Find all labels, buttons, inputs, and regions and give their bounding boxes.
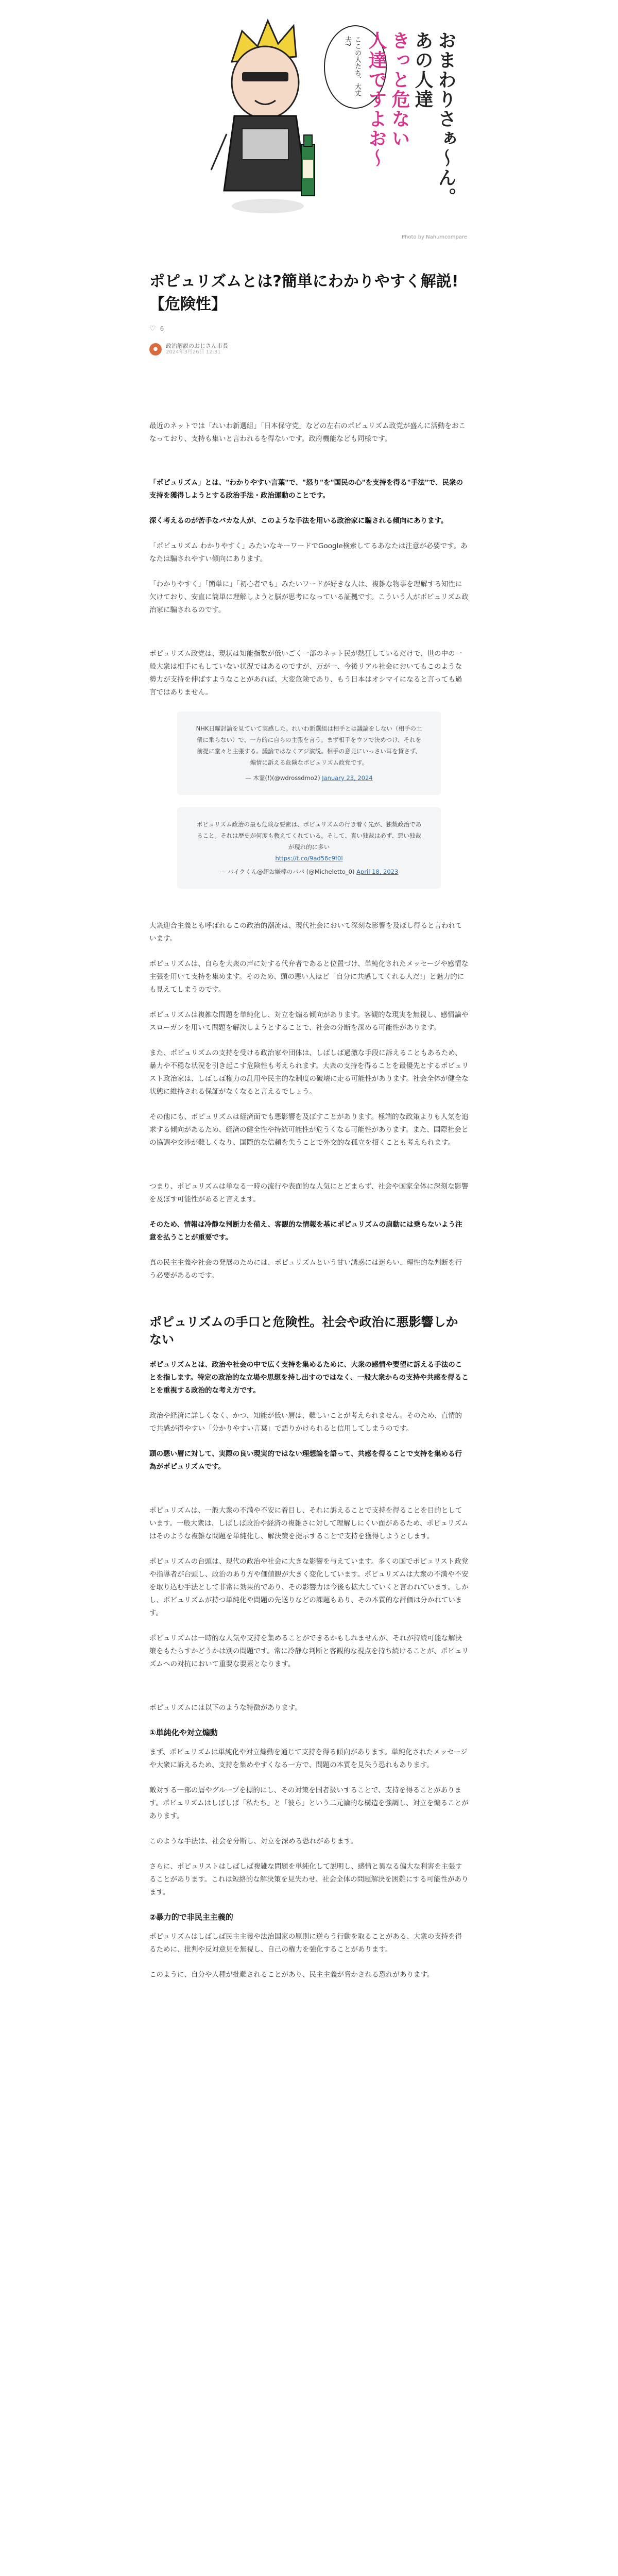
embedded-tweet-2 bbox=[177, 807, 441, 889]
paragraph: 「ポピュリズム」とは、"わかりやすい言葉"で、"怒り"を"国民の心"を支持を得る"手法"で、民衆の支持を獲得しようとする政治手法・政治運動のことです。 bbox=[149, 479, 463, 500]
subsection-heading: ①単純化や対立煽動 bbox=[149, 1728, 218, 1737]
hero-vertical-text-4: 人達ですよお〜 bbox=[366, 31, 387, 168]
paragraph: ポピュリズム政党は、現状は知能指数が低いごく一部のネット民が熱狂しているだけで、世の中の一般大衆は相手にもしていない状況ではあるのですが、万が一、今後リアル社会においてもこのような勢力が支持を伸ばすようなことがあれば、大変危険であり、もう日本はオシマイになると言っても過言ではありません。 bbox=[149, 650, 462, 697]
paragraph: 最近のネットでは「れいわ新選組」「日本保守党」などの左右のポピュリズム政党が盛んに活動をおこなっており、支持も集いと言われるを得ないです。政府機能なども同様です。 bbox=[149, 422, 466, 443]
paragraph: その他にも、ポピュリズムは経済面でも悪影響を及ぼすことがあります。極端的な政策よりも人気を追求する傾向があるため、経済の健全性や持続可能性が危うくなる可能性があります。また、国際社会との協調や交渉が難しくなり、国際的な信頼を失うことで外交的な孤立を招くことも考えられます。 bbox=[149, 1113, 469, 1147]
paragraph: 「わかりやすく」「簡単に」「初心者でも」みたいワードが好きな人は、複雑な物事を理解する知性に欠けており、安直に簡単に理解しようと脳が思考になっている証拠です。こういう人がポピュリズム政治家に騙されるのです。 bbox=[149, 580, 469, 614]
tweet-source: — バイクくん@超お嫌棒のパパ (@Micheletto_0) bbox=[219, 868, 355, 875]
paragraph: さらに、ポピュリストはしばしば複雑な問題を単純化して説明し、感情と異なる偏大な利害を主張することがあります。これは短絡的な解決策を見失わせ、社会全体の問題解決を困難にする可能性があります。 bbox=[149, 1862, 469, 1896]
paragraph: ポピュリズムには以下のような特徴があります。 bbox=[149, 1704, 302, 1712]
paragraph: ポピュリズムとは、政治や社会の中で広く支持を集めるために、大衆の感情や要望に訴える手法のことを指します。特定の政治的な立場や思想を持し出すのではなく、一般大衆からの支持や共感を得ることを重視する政治的な考え方です。 bbox=[149, 1361, 469, 1395]
section-heading: ポピュリズムの手口と危険性。社会や政治に悪影響しかない bbox=[149, 1315, 458, 1347]
like-row bbox=[149, 325, 164, 333]
author-name[interactable]: 政治解説のおじさん市長 bbox=[166, 343, 228, 349]
paragraph: このように、自分や人種が批難されることがあり、民主主義が脅かされる恐れがあります。 bbox=[149, 1971, 434, 1979]
paragraph: このような手法は、社会を分断し、対立を深める恐れがあります。 bbox=[149, 1837, 357, 1845]
hero-vertical-text-2: あの人達 bbox=[412, 31, 433, 109]
paragraph: ポピュリズムは、自らを大衆の声に対する代弁者であると位置づけ、単純化されたメッセージや感情な主張を用いて支持を集めます。そのため、頭の悪い人ほど「自分に共感してくれる人だ!」と魅力的にも見えてしまうのです。 bbox=[149, 960, 469, 994]
paragraph: ポピュリズムは、一般大衆の不満や不安に着目し、それに訴えることで支持を得ることを目的としています。一般大衆は、しばしば政治や経済の複雑さに対して理解しにくい面があるため、ポピュリズムはそのような複雑な問題を単純化し、解決策を提示することで支持を獲得しようとします。 bbox=[149, 1506, 469, 1540]
article-title: ポピュリズムとは?簡単にわかりやすく解説!【危険性】 bbox=[149, 273, 459, 313]
hero-illustration bbox=[0, 0, 618, 247]
tweet-text: ポピュリズム政治の最も危険な要素は、ポピュリズムの行き着く先が、独裁政治であること。それは歴史が何度も教えてくれている。そして、真い独裁は必ず、悪い独裁が現れ的に多い bbox=[196, 821, 422, 851]
paragraph: ポピュリズムは一時的な人気や支持を集めることができるかもしれませんが、それが持続可能な解決策をもたらすかどうかは別の問題です。常に冷静な判断と客観的な視点を持ち続けることが、ポピュリズムへの対抗において重要な要素となります。 bbox=[149, 1634, 469, 1668]
paragraph: 深く考えるのが苦手なバカな人が、このような手法を用いる政治家に騙される傾向にあります。 bbox=[149, 517, 448, 525]
paragraph: 真の民主主義や社会の発展のためには、ポピュリズムという甘い誘惑には迷らい、理性的な判断を行う必要があるのです。 bbox=[149, 1259, 462, 1280]
paragraph: ポピュリズムは複雑な問題を単純化し、対立を煽る傾向があります。客観的な現実を無視し、感情論やスローガンを用いて問題を解決しようとすることで、社会の分断を深める可能性があります。 bbox=[149, 1011, 469, 1032]
hero-image bbox=[0, 0, 618, 247]
tweet-text: NHK日曜討論を見ていて実感した。れいわ新選組は相手とは議論をしない（相手の土俵に乗らない）で、一方的に自らの主張を言う。まず相手をウソで決めつけ、それを前提に堂々と主張する。議論ではなくアジ演説。相手の意見にいっさい耳を貸さず、煽情に訴える危険なポピュリズム政党です。 bbox=[196, 725, 422, 766]
photo-credit: Photo by Nahumcompare bbox=[402, 234, 468, 240]
paragraph: ポピュリズムの台頭は、現代の政治や社会に大きな影響を与えています。多くの国でポピュリスト政党や指導者が台頭し、政治のあり方や価値観が大きく変化しています。ポピュリズムは大衆の不満や不安を取り込む手法として非常に効果的であり、その影響力は今後も拡大していくと言われています。しかし、ポピュリズムが持つ単純化や問題の先送りなどの課題もあり、その本質的な評価は分かれています。 bbox=[149, 1557, 469, 1617]
paragraph: 大衆迎合主義とも呼ばれるこの政治的潮流は、現代社会において深刻な影響を及ぼし得ると言われています。 bbox=[149, 922, 462, 943]
paragraph: また、ポピュリズムの支持を受ける政治家や団体は、しばしば過激な手段に訴えることもあるため、暴力や不穏な状況を引き起こす危険性も考えられます。大衆の支持を得ることを最優先とするポピュリスト政治家は、しばしば権力の乱用や民主的な制度の破壊に走る可能性があります。社会全体が健全な状態に維持される保証がなくなると言えるでしょう。 bbox=[149, 1049, 469, 1096]
tweet-source: — 木霊(!)(@wdrossdmo2) bbox=[245, 774, 320, 782]
speech-bubble-text: ここの人たち、大丈夫? bbox=[344, 36, 361, 96]
article-body bbox=[149, 420, 469, 1994]
tweet-date-link[interactable]: April 18, 2023 bbox=[356, 868, 399, 875]
paragraph: 「ポピュリズム わかりやすく」みたいなキーワードでGoogle検索してるあなたは注意が必要です。あなたは騙されやすい傾向にあります。 bbox=[149, 542, 468, 563]
author-row[interactable] bbox=[149, 343, 228, 355]
tweet-date-link[interactable]: January 23, 2024 bbox=[322, 774, 373, 782]
like-count: 6 bbox=[160, 325, 164, 332]
subsection-heading: ②暴力的で非民主主義的 bbox=[149, 1912, 233, 1922]
avatar[interactable]: ● bbox=[149, 343, 162, 355]
heart-icon[interactable]: ♡ bbox=[149, 325, 156, 333]
tweet-url-link[interactable]: https://t.co/9ad56c9f0l bbox=[275, 855, 343, 862]
paragraph: ポピュリズムはしばしば民主主義や法治国家の原則に逆らう行動を取ることがある、大衆の支持を得るために、批判や反対意見を無視し、自己の権力を強化することがあります。 bbox=[149, 1933, 462, 1954]
post-date: 2024年3月26日 12:31 bbox=[166, 349, 221, 355]
paragraph: 政治や経済に詳しくなく、かつ、知能が低い層は、難しいことが考えられません。そのため、直情的で共感が得やすい「分かりやすい言葉」で語りかけられると信用してしまうのです。 bbox=[149, 1412, 462, 1433]
hero-vertical-text-3: きっと危ない bbox=[389, 31, 410, 148]
hero-vertical-text-1: おまわりさぁ〜ん。 bbox=[435, 31, 456, 207]
paragraph: 敵対する一部の層やグループを標的にし、その対策を国者扱いすることで、支持を得ることがあります。ポピュリズムはしばしば「私たち」と「彼ら」という二元論的な構造を強調し、対立を煽ることがあります。 bbox=[149, 1786, 469, 1820]
paragraph: つまり、ポピュリズムは単なる一時の流行や表面的な人気にとどまらず、社会や国家全体に深刻な影響を及ぼす可能性があると言えます。 bbox=[149, 1182, 469, 1204]
paragraph: まず、ポピュリズムは単純化や対立煽動を通じて支持を得る傾向があります。単純化されたメッセージや大衆に訴えるため、支持を集めやすくなる一方で、問題の本質を見失う恐れもあります。 bbox=[149, 1748, 468, 1769]
embedded-tweet-1 bbox=[177, 711, 441, 795]
paragraph: そのため、情報は冷静な判断力を備え、客観的な情報を基にポピュリズムの扇動には乗らないよう注意を払うことが重要です。 bbox=[149, 1221, 462, 1242]
paragraph: 頭の悪い層に対して、実際の良い現実的ではない理想論を語って、共感を得ることで支持を集める行為がポピュリズムです。 bbox=[149, 1450, 462, 1471]
